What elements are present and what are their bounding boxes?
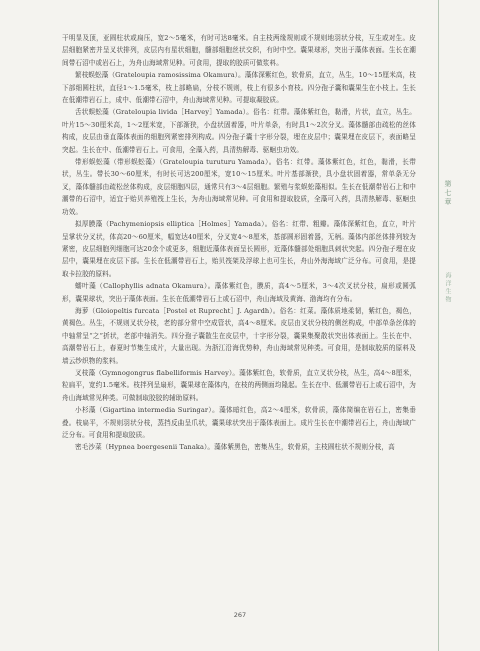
side-divider <box>438 0 439 651</box>
page-number: 267 <box>233 611 247 619</box>
body-text <box>62 32 416 454</box>
paragraph: 小杉藻（Gigartina intermedia Suringar）。藻体暗红色，高2～4厘米，软骨质，藻体简编在岩石上，密集垂叠。枝扁平，不规则羽状分枝，蒸挡反曲呈爪状，囊果球状突出于藻体表面上。成片生长在中潮带岩石上，舟山海域广泛分布。可食用和提取胶质。 <box>62 406 416 439</box>
paragraph: 拟厚膜藻（Pachymeniopsis elliptica［Holmes］Yamada）。俗名：红带、粗瓣。藻体深紫红色，直立，叶片呈掌状分叉状，体高20～60厘米，幅宽达40厘米，分叉宽4～8厘米，基部圆形固着器，无柄。藻体内部丝体排列较为紧密，皮层细胞列细胞可达20余个或更多，细胞近藻体表面呈长圆形，近藻体髓部处细胞具刺状突起。四分孢子埋在皮层中，囊果埋在皮层下部。生长在低潮带岩石上，贻贝筏架及浮球上也可生长，舟山外海海域广泛分布。可食用，是提取卡拉胶的原料。 <box>62 220 416 278</box>
paragraph: 密毛沙菜（Hypnea boergesenii Tanaka）。藻体紫黑色，密集丛生，软骨质，主枝圆柱状不规则分枝，高 <box>75 443 395 452</box>
paragraph: 繁枝蜈蚣藻（Grateloupia ramosissima Okamura）。藻体深紫红色，软骨质，直立，丛生，10～15厘米高，枝下部细圆柱状，直径1～1.5毫米，枝上部略扁，分枝不规则，枝上有很多小育枝。四分孢子囊和囊果生在小枝上。生长在低潮带岩石上，成中、低潮带石沼中，舟山海域常见种。可提取凝胶质。 <box>62 71 416 105</box>
paragraph: 带形蜈蚣藻（带形蜈蚣藻）（Grateloupia turuturu Yamada）。俗名：红带。藻体紫红色，红色，黏滑，长带状，丛生。带长30～60厘米，有时长可达200厘米，宽10～15厘米。叶片基部渐狭，具小盘状固着器，常单条无分叉，藻体髓部由疏松丝体构成，皮层细胞四层，通常只有3～4层细胞。繁殖与浆蜈蚣藻相似。生长在低潮带岩石上和中潮带的石沼中，适宜于贻贝养殖筏上生长，为舟山海域常见种。可食用和提取胶质，全藻可入药，具清热解毒、驱蛔虫功效。 <box>62 158 416 216</box>
paragraph: 蠕叶藻（Callophyllis adnata Okamura）。藻体紫红色，膜质，高4～5厘米，3～4次叉状分枝，扁形或圆弧形，囊果球状，突出于藻体表面。生长在低潮带岩石上或石沼中，舟山海域及黄海、渤海均有分布。 <box>62 282 416 303</box>
paragraph: 舌状蜈蚣藻（Grateloupia livida［Harvey］Yamada）。俗名：红带。藻体紫红色，黏滑，片状，直立，丛生。叶片15～30厘米高，1～2厘米宽，下部渐狭，小盘状固着器，叶片单条，有时具1～2次分叉。藻体髓部由疏松的丝体构成，皮层由垂直藻体表面的细胞列紧密排列构成。四分孢子囊十字形分裂，埋在皮层中；囊果埋在皮层下，表面略呈突起。生长在中、低潮带岩石上。可食用，全藻入药，具清热解毒、驱蛔虫功效。 <box>62 108 416 154</box>
paragraph: 干明显及顶，亚圆柱状或扁压，宽2～5毫米，有时可达8毫米。自主枝两缘规则或不规则地羽状分枝，互生或对生。皮层细胞紧密并呈叉状排列，皮层内有星状细胞，髓部细胞丝状交织，有时中空。囊果球形，突出于藻体表面。生长在潮间带石沼中或岩石上，为舟山海域常见种。可食用，提取的胶质可做浆料。 <box>62 34 416 67</box>
section-label: 海洋生物 <box>444 272 451 304</box>
paragraph: 叉枝藻（Gymnogongrus flabelliformis Harvey）。藻体紫红色，软骨质，直立叉状分枝，丛生，高4～8厘米，粒扁平，宽约1.5毫米。枝拌列呈扇形，囊果球在藻体内，在枝的两侧面均隆起。生长在中、低潮带岩石上或石沼中，为舟山海域常见种类。可做制取胶胶的辅助原料。 <box>62 368 416 402</box>
chapter-label: 第七章 <box>444 180 452 207</box>
paragraph: 海萝（Gloiopeltis furcata［Postel et Ruprecht］J. Agardh）。俗名：红菜。藻体质地柔韧，紫红色，褐色，黄褐色。丛生，不规则叉状分枝，老的部分常中空成管状，高4～8厘米。皮层由叉状分枝的侧丝构成，中部单条丝体的中轴常呈“之”折状，老部中轴消失。四分孢子囊散生在皮层中，十字形分裂，囊果集聚散状突出体表面上。生长在中、高潮带岩石上，春夏时节集生成片，大量出现。为浙江沿海优势种，舟山海域常见种类。可食用，是制取胶质的原料及墙云纱织物的浆料。 <box>62 306 416 365</box>
